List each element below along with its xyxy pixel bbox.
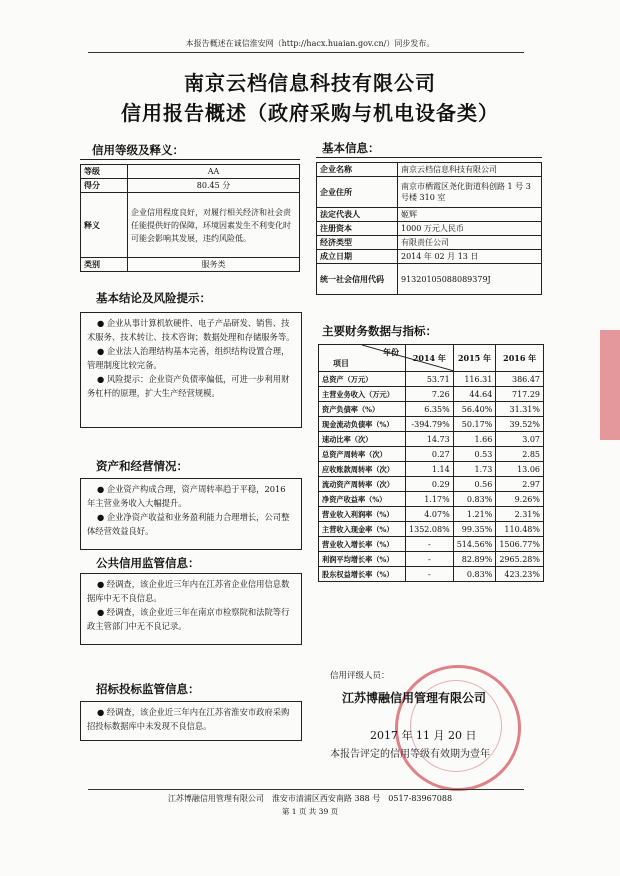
financial-row [319, 477, 544, 492]
credit-code-value: 91320105088089379J [398, 264, 542, 295]
financial-value-cell: 1.17% [406, 492, 454, 507]
financial-row [319, 537, 544, 552]
table-row [317, 208, 542, 222]
legal-rep-label: 法定代表人 [317, 208, 398, 222]
financial-value-cell: 39.52% [496, 417, 544, 432]
financial-row [319, 387, 544, 402]
financial-value-cell: 0.29 [406, 477, 454, 492]
score-value: 80.45 分 [128, 179, 300, 193]
financial-value-cell: - [406, 567, 454, 582]
financial-item-label: 总资产（万元） [319, 372, 406, 387]
financial-row [319, 492, 544, 507]
financial-value-cell: 14.73 [406, 432, 454, 447]
financial-item-label: 现金流动负债率（%） [319, 417, 406, 432]
report-title-line2: 信用报告概述（政府采购与机电设备类） [121, 101, 499, 125]
financial-value-cell: 1506.77% [496, 537, 544, 552]
year-2014-header: 2014 年 [406, 345, 454, 372]
table-row [317, 236, 542, 250]
financial-value-cell: 7.26 [406, 387, 454, 402]
validity-note: 本报告评定的信用等级有效期为壹年 [330, 749, 490, 760]
header-divider [88, 52, 524, 53]
financial-value-cell: 116.31 [453, 372, 496, 387]
conclusion-para-3: ● 风险提示：企业资产负债率偏低，可进一步利用财务杠杆的原理，扩大生产经营规模。 [87, 374, 290, 398]
econ-type-value: 有限责任公司 [398, 236, 542, 250]
financial-value-cell: 99.35% [453, 522, 496, 537]
category-value: 服务类 [128, 258, 300, 272]
address-label: 企业住所 [317, 177, 398, 208]
financial-value-cell: - [406, 537, 454, 552]
assets-para-1: ● 企业资产构成合理，资产周转率趋于平稳，2016 年主营业务收入大幅提升。 [87, 484, 286, 508]
capital-value: 1000 万元人民币 [398, 222, 542, 236]
financial-value-cell: 717.29 [496, 387, 544, 402]
table-row [81, 165, 300, 179]
table-row [81, 179, 300, 193]
assets-heading: 资产和经营情况： [96, 459, 188, 473]
public-credit-para-2: ● 经调查，该企业近三年在南京市检察院和法院等行政主管部门中无不良记录。 [87, 607, 290, 631]
basic-info-heading: 基本信息： [322, 141, 380, 155]
bidding-heading: 招标投标监管信息： [96, 682, 200, 696]
financial-value-cell: 82.89% [453, 552, 496, 567]
financial-value-cell: -394.79% [406, 417, 454, 432]
credit-heading-rule [80, 159, 300, 160]
grade-label: 等级 [81, 165, 128, 179]
financial-value-cell: 9.26% [496, 492, 544, 507]
legal-rep-value: 姬辉 [398, 208, 542, 222]
table-row [317, 250, 542, 264]
financial-table [318, 344, 544, 582]
financial-item-label: 营业收入增长率（%） [319, 537, 406, 552]
conclusion-box [80, 312, 302, 428]
company-name-value: 南京云档信息科技有限公司 [398, 163, 542, 177]
financial-value-cell: 3.07 [496, 432, 544, 447]
bidding-para-1: ● 经调查，该企业近三年内在江苏省淮安市政府采购招投标数据库中未发现不良信息。 [87, 707, 290, 731]
financial-value-cell: - [406, 552, 454, 567]
financial-value-cell: 13.06 [496, 462, 544, 477]
conclusion-heading: 基本结论及风险提示： [96, 291, 211, 305]
bidding-box [80, 701, 302, 741]
financial-row [319, 507, 544, 522]
year-2015-header: 2015 年 [453, 345, 496, 372]
footer-text: 江苏博融信用管理有限公司 淮安市清浦区西安南路 388 号 0517-83967088 [167, 794, 453, 803]
table-row [317, 163, 542, 177]
assets-para-2: ● 企业净资产收益和业务盈利能力合理增长，公司整体经营效益良好。 [87, 512, 290, 536]
signing-company: 江苏博融信用管理有限公司 [342, 691, 487, 705]
public-credit-heading: 公共信用监管信息： [96, 556, 200, 570]
financial-item-label: 资产负债率（%） [319, 402, 406, 417]
basic-heading-rule [316, 157, 542, 158]
financial-value-cell: 423.23% [496, 567, 544, 582]
financial-value-cell: 31.31% [496, 402, 544, 417]
financial-item-label: 速动比率（次） [319, 432, 406, 447]
public-credit-box [80, 573, 302, 645]
financial-item-label: 股东权益增长率（%） [319, 567, 406, 582]
signing-date: 2017 年 11 月 20 日 [370, 729, 477, 742]
financial-row [319, 432, 544, 447]
financial-row [319, 552, 544, 567]
financial-item-label: 利润平均增长率（%） [319, 552, 406, 567]
financial-item-label: 总资产周转率（次） [319, 447, 406, 462]
year-2016-header: 2016 年 [496, 345, 544, 372]
financial-value-cell: 1.66 [453, 432, 496, 447]
financial-item-label: 净资产收益率（%） [319, 492, 406, 507]
financial-header-row [319, 345, 544, 372]
financial-row [319, 522, 544, 537]
financial-value-cell: 2965.28% [496, 552, 544, 567]
financial-row [319, 567, 544, 582]
definition-label: 释义 [81, 193, 128, 258]
financial-value-cell: 44.64 [453, 387, 496, 402]
public-credit-para-1: ● 经调查，该企业近三年内在江苏省企业信用信息数据库中无不良信息。 [87, 579, 290, 603]
financial-value-cell: 6.35% [406, 402, 454, 417]
financial-value-cell: 53.71 [406, 372, 454, 387]
financial-value-cell: 2.85 [496, 447, 544, 462]
edge-seal [600, 330, 620, 440]
financial-value-cell: 56.40% [453, 402, 496, 417]
financial-row [319, 462, 544, 477]
founded-value: 2014 年 02 月 13 日 [398, 250, 542, 264]
financial-row [319, 447, 544, 462]
basic-info-table [316, 162, 542, 295]
header-note: 本报告概述在诚信淮安网（http://hacx.huaian.gov.cn/）同步发布。 [185, 39, 435, 48]
table-row [317, 264, 542, 295]
report-title-line1: 南京云档信息科技有限公司 [184, 71, 436, 95]
page-number: 第 1 页 共 39 页 [281, 807, 339, 816]
financial-value-cell: 0.56 [453, 477, 496, 492]
evaluator-label: 信用评级人员： [330, 671, 390, 681]
financial-value-cell: 1.14 [406, 462, 454, 477]
financial-row [319, 402, 544, 417]
credit-rating-heading: 信用等级及释义： [92, 143, 184, 157]
credit-code-label: 统一社会信用代码 [317, 264, 398, 295]
financial-item-label: 流动资产周转率（次） [319, 477, 406, 492]
address-value: 南京市栖霞区尧化街道科创路 1 号 3 号楼 310 室 [398, 177, 542, 208]
table-row [81, 258, 300, 272]
financial-value-cell: 1.73 [453, 462, 496, 477]
category-label: 类别 [81, 258, 128, 272]
financial-value-cell: 514.56% [453, 537, 496, 552]
assets-box [80, 478, 302, 550]
credit-rating-table [80, 164, 300, 272]
conclusion-para-2: ● 企业法人治理结构基本完善，组织结构设置合理，管理制度比较完备。 [87, 346, 290, 370]
financial-item-label: 主营收入现金率（%） [319, 522, 406, 537]
financial-value-cell: 0.83% [453, 567, 496, 582]
definition-value: 企业信用程度良好，对履行相关经济和社会责任能提供好的保障，环境因素发生不利变化时可能会影响其发展，违约风险低。 [128, 193, 300, 258]
financial-value-cell: 1352.08% [406, 522, 454, 537]
financial-body [319, 372, 544, 582]
founded-label: 成立日期 [317, 250, 398, 264]
grade-value: AA [128, 165, 300, 179]
financial-value-cell: 2.97 [496, 477, 544, 492]
footer-divider [88, 789, 524, 790]
table-row [81, 193, 300, 258]
financial-row [319, 417, 544, 432]
financial-value-cell: 386.47 [496, 372, 544, 387]
financial-value-cell: 0.27 [406, 447, 454, 462]
financial-item-label: 主营业务收入（万元） [319, 387, 406, 402]
financial-value-cell: 0.53 [453, 447, 496, 462]
company-name-label: 企业名称 [317, 163, 398, 177]
corner-year-label: 年份 [383, 347, 400, 357]
financial-value-cell: 110.48% [496, 522, 544, 537]
financial-row [319, 372, 544, 387]
capital-label: 注册资本 [317, 222, 398, 236]
financial-heading: 主要财务数据与指标： [322, 324, 437, 338]
financial-value-cell: 1.21% [453, 507, 496, 522]
corner-item-label: 项目 [333, 358, 349, 368]
financial-value-cell: 4.07% [406, 507, 454, 522]
conclusion-para-1: ● 企业从事计算机软硬件、电子产品研发、销售、技术服务、技术转让、技术咨询；数据处理和存储服务等。 [87, 318, 295, 342]
corner-cell [319, 345, 406, 372]
financial-item-label: 营业收入利润率（%） [319, 507, 406, 522]
financial-value-cell: 0.83% [453, 492, 496, 507]
financial-item-label: 应收账款周转率（次） [319, 462, 406, 477]
score-label: 得分 [81, 179, 128, 193]
econ-type-label: 经济类型 [317, 236, 398, 250]
table-row [317, 177, 542, 208]
table-row [317, 222, 542, 236]
financial-value-cell: 2.31% [496, 507, 544, 522]
financial-value-cell: 50.17% [453, 417, 496, 432]
